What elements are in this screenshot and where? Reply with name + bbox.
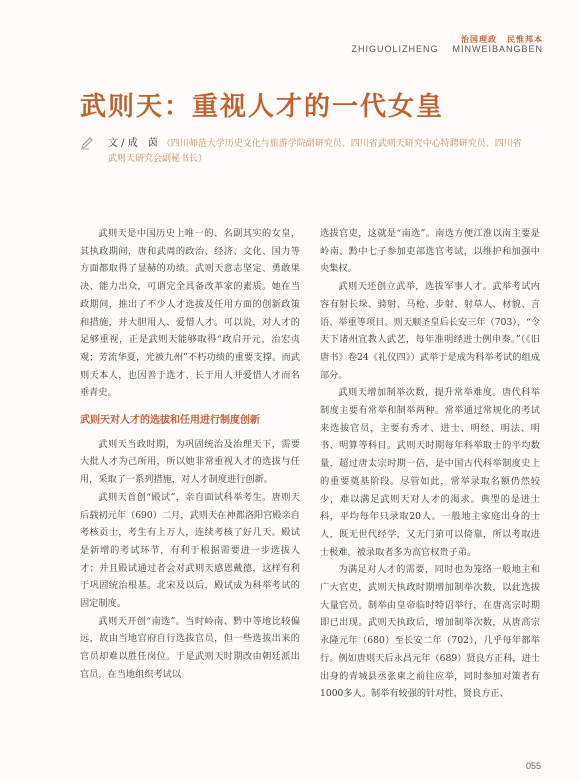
byline [108,136,528,167]
column-name-en-1: ZHIGUOLIZHENG [351,44,439,54]
article-title: 武则天：重视人才的一代女皇 [80,92,445,122]
paragraph: 武则天开创“南选”。当时岭南、黔中等地比较偏远，故由当地官府自行选拔官员，但一些选拔出来的官员却难以胜任岗位。于是武则天时期改由朝廷派出官员，在当地组织考试以 [80,615,300,680]
right-column [320,225,540,703]
paragraph: 选拔官吏，这就是“南选”。南选方便江淮以南主要是岭南、黔中七子参加吏部选官考试，以维护和加强中央集权。 [320,228,540,275]
column-name-cn-1: 治国理政 [461,35,497,44]
left-column [80,225,300,684]
paragraph: 武则天还创立武举，选拔军事人才。武举考试内容有射长垛、骑射、马枪、步射、射草人、材貌、言语、举重等项目。则天顺圣皇后长安三年（703），“令天下诸州宜教人武艺，每年准明经进士例申奏。”（《旧唐书》卷24《礼仪四》）武举于是成为科举考试的组成部分。 [320,281,540,381]
author-affiliation: （四川师范大学历史文化与旅游学院副研究员、四川省武则天研究中心特聘研究员、四川省武则天研究会副秘书长） [108,139,522,164]
paragraph: 武则天当政时期，为巩固统治及治理天下，需要大批人才为己所用，所以她非常重视人才的选拔与任用，采取了一系列措施，对人才制度进行创新。 [80,438,300,486]
paragraph: 武则天增加制举次数，提升常举难度。唐代科举制度主要有常举和制举两种。常举通过常规化的考试来选拔官员，主要有秀才、进士、明经、明法、明书、明算等科目。武则天时期每年科举取士的平均数量，超过唐太宗时期一倍，是中国古代科举制度史上的重要奠基阶段。尽管如此，常举录取名额仍然较少，难以满足武则天对人才的渴求。典型的是进士科，平均每年只录取20人。一般地主家庭出身的士人，既无世代经学，又无门第可以倚靠，所以考取进士极难，被录取者多为高官权贵子弟。 [320,387,540,558]
column-header-en [337,44,543,54]
pen-icon [80,136,94,150]
column-name-cn-2: 民惟邦本 [507,35,543,44]
section-heading: 武则天对人才的选拔和任用进行制度创新 [80,415,260,427]
author-name: 文 / 成 茵 [108,138,158,149]
column-name-en-2: MINWEIBANGBEN [452,44,543,54]
paragraph: 武则天是中国历史上唯一的、名副其实的女皇，其执政期间，唐和武周的政治、经济、文化、国力等方面都取得了显赫的功绩。武则天意志坚定、勇敢果决、能力出众，可谓完全具备改革家的素质。她在当政期间，推出了不少人才选拔及任用方面的创新政策和措施，并大胆用人、爱惜人才。可以说，对人才的足够重视，正是武则天能够取得“政启开元，治宏贞观；芳流华夏，光被九州”不朽功绩的重要支撑。而武则天本人，也因善于选才、长于用人并爱惜人才而名垂青史。 [80,228,300,399]
page-number: 055 [525,761,541,771]
paragraph: 武则天首创“殿试”，亲自面试科举考生。唐则天后载初元年（690）二月，武则天在神都洛阳宫殿亲自考核贡士，考生有上万人，连续考核了好几天。殿试是新增的考试环节，有利于根据需要进一步选拔人才；并且殿试通过者会对武则天感恩戴德，这样有利于巩固统治根基。北宋及以后，殿试成为科举考试的固定制度。 [80,491,300,610]
paragraph: 为满足对人才的需要，同时也为笼络一般地主和广大官吏，武则天执政时期增加制举次数，以此选拔大量官员。制举由皇帝临时特诏举行，在唐高宗时期即已出现。武则天执政后，增加制举次数，从唐高宗永隆元年（680）至长安二年（702），几乎每年都举行。例如唐则天后永昌元年（689）贤良方正科，进士出身的青城县丞张柬之前往应举，同时参加对策者有1000多人。制举有较强的针对性，贤良方正、 [320,564,540,700]
